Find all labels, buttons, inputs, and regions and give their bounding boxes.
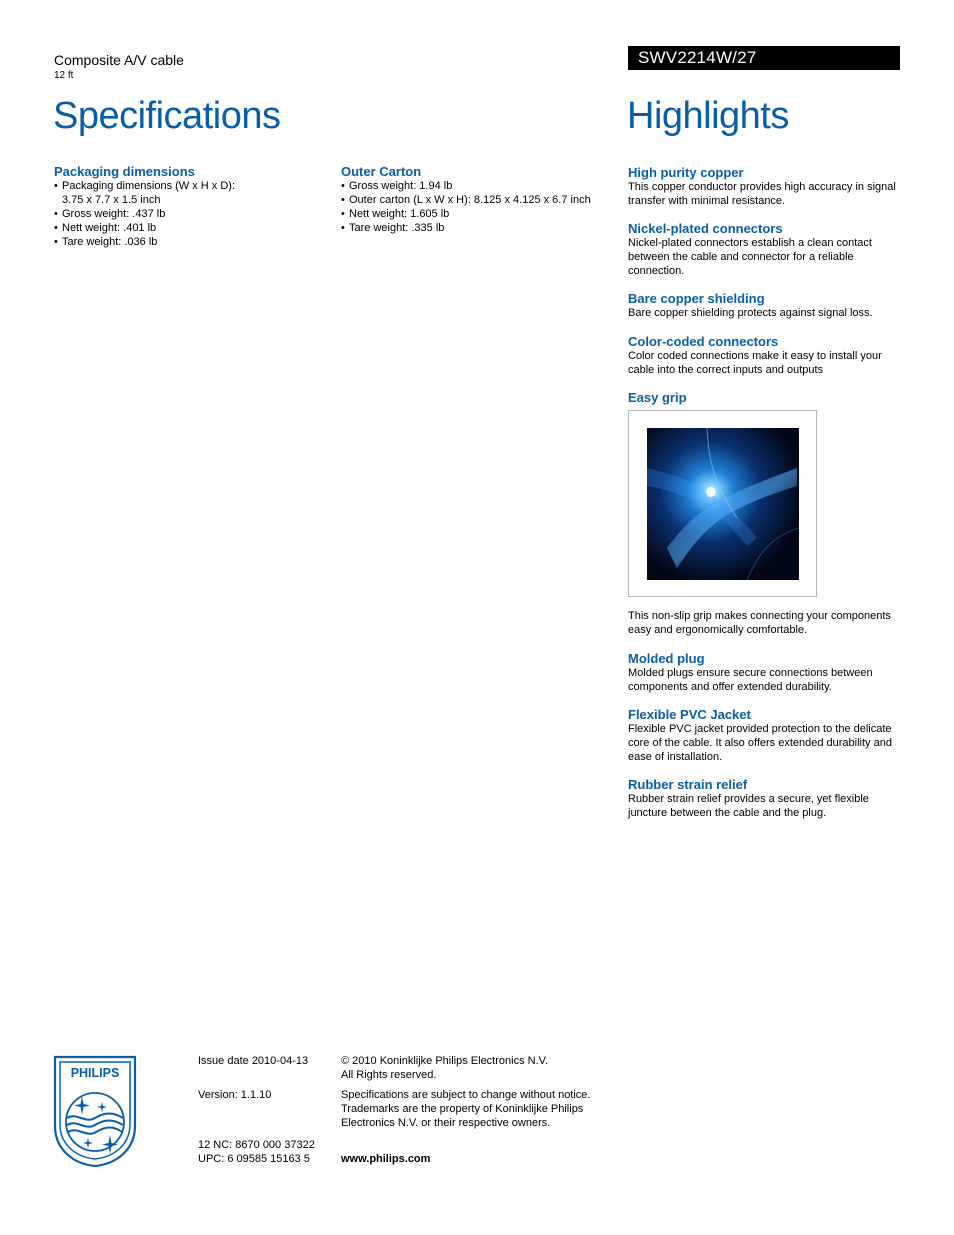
list-item: • Nett weight: 1.605 lb <box>341 207 621 221</box>
highlights-title: Highlights <box>627 95 789 137</box>
list-item: • Gross weight: .437 lb <box>54 207 294 221</box>
easy-grip-image <box>647 428 799 580</box>
easy-grip-image-frame <box>628 410 817 597</box>
disclaimer-line-2: Trademarks are the property of Koninklijke Philips <box>341 1103 584 1115</box>
list-item: • Gross weight: 1.94 lb <box>341 179 621 193</box>
nc-number: 12 NC: 8670 000 37322 <box>198 1139 315 1151</box>
abstract-light-graphic <box>647 428 799 580</box>
list-item: • Nett weight: .401 lb <box>54 221 294 235</box>
packaging-dimensions-section <box>54 164 294 249</box>
outer-carton-heading: Outer Carton <box>341 164 422 179</box>
highlight-text: Nickel-plated connectors establish a clean contact between the cable and connector for a reliable connection. <box>628 237 872 277</box>
highlight-rubber-strain-relief <box>628 777 902 820</box>
highlight-heading: Flexible PVC Jacket <box>628 707 751 722</box>
highlight-flexible-pvc-jacket <box>628 707 902 764</box>
highlight-heading: Color-coded connectors <box>628 334 779 349</box>
specifications-title: Specifications <box>53 95 281 137</box>
highlight-molded-plug <box>628 651 902 694</box>
highlight-heading: Nickel-plated connectors <box>628 221 783 236</box>
outer-carton-list <box>341 179 621 235</box>
website-link[interactable]: www.philips.com <box>341 1153 431 1165</box>
upc-number: UPC: 6 09585 15163 5 <box>198 1153 310 1165</box>
philips-shield-icon <box>52 1054 138 1168</box>
model-number-bar: SWV2214W/27 <box>628 46 900 70</box>
highlight-text: This non-slip grip makes connecting your components easy and ergonomically comfortable. <box>628 610 891 636</box>
product-name: Composite A/V cable <box>54 52 184 68</box>
issue-date: Issue date 2010-04-13 <box>198 1055 309 1067</box>
highlight-heading: High purity copper <box>628 165 744 180</box>
highlight-text: Flexible PVC jacket provided protection to the delicate core of the cable. It also offers extended durability and ease of installation. <box>628 723 892 763</box>
highlight-text: Bare copper shielding protects against signal loss. <box>628 307 873 319</box>
highlight-color-coded-connectors <box>628 334 902 377</box>
highlight-high-purity-copper <box>628 165 902 208</box>
packaging-dimensions-list <box>54 179 294 249</box>
disclaimer-line-1: Specifications are subject to change without notice. <box>341 1089 591 1101</box>
philips-logo <box>52 1054 138 1168</box>
highlight-easy-grip <box>628 390 902 405</box>
svg-text:PHILIPS: PHILIPS <box>70 1066 120 1080</box>
version: Version: 1.1.10 <box>198 1089 272 1101</box>
disclaimer-line-3: Electronics N.V. or their respective owners. <box>341 1117 551 1129</box>
list-item: • Packaging dimensions (W x H x D): 3.75 x 7.7 x 1.5 inch <box>54 179 254 207</box>
list-item: • Tare weight: .036 lb <box>54 235 294 249</box>
highlight-heading: Bare copper shielding <box>628 291 765 306</box>
highlight-text: This copper conductor provides high accuracy in signal transfer with minimal resistance. <box>628 181 896 207</box>
copyright-line-1: © 2010 Koninklijke Philips Electronics N.V. <box>341 1055 549 1067</box>
outer-carton-section <box>341 164 621 235</box>
product-length: 12 ft <box>54 70 74 81</box>
highlight-heading: Molded plug <box>628 651 705 666</box>
copyright-line-2: All Rights reserved. <box>341 1069 437 1081</box>
list-item: • Outer carton (L x W x H): 8.125 x 4.125 x 6.7 inch <box>341 193 621 207</box>
highlight-text: Molded plugs ensure secure connections between components and offer extended durability. <box>628 667 873 693</box>
highlight-easy-grip-text <box>628 609 902 637</box>
packaging-dimensions-heading: Packaging dimensions <box>54 164 195 179</box>
highlight-text: Color coded connections make it easy to install your cable into the correct inputs and outputs <box>628 350 882 376</box>
highlight-heading: Rubber strain relief <box>628 777 748 792</box>
highlight-heading: Easy grip <box>628 390 687 405</box>
highlight-nickel-plated-connectors <box>628 221 902 278</box>
list-item: • Tare weight: .335 lb <box>341 221 621 235</box>
highlight-bare-copper-shielding <box>628 291 902 320</box>
highlight-text: Rubber strain relief provides a secure, yet flexible juncture between the cable and the plug. <box>628 793 869 819</box>
